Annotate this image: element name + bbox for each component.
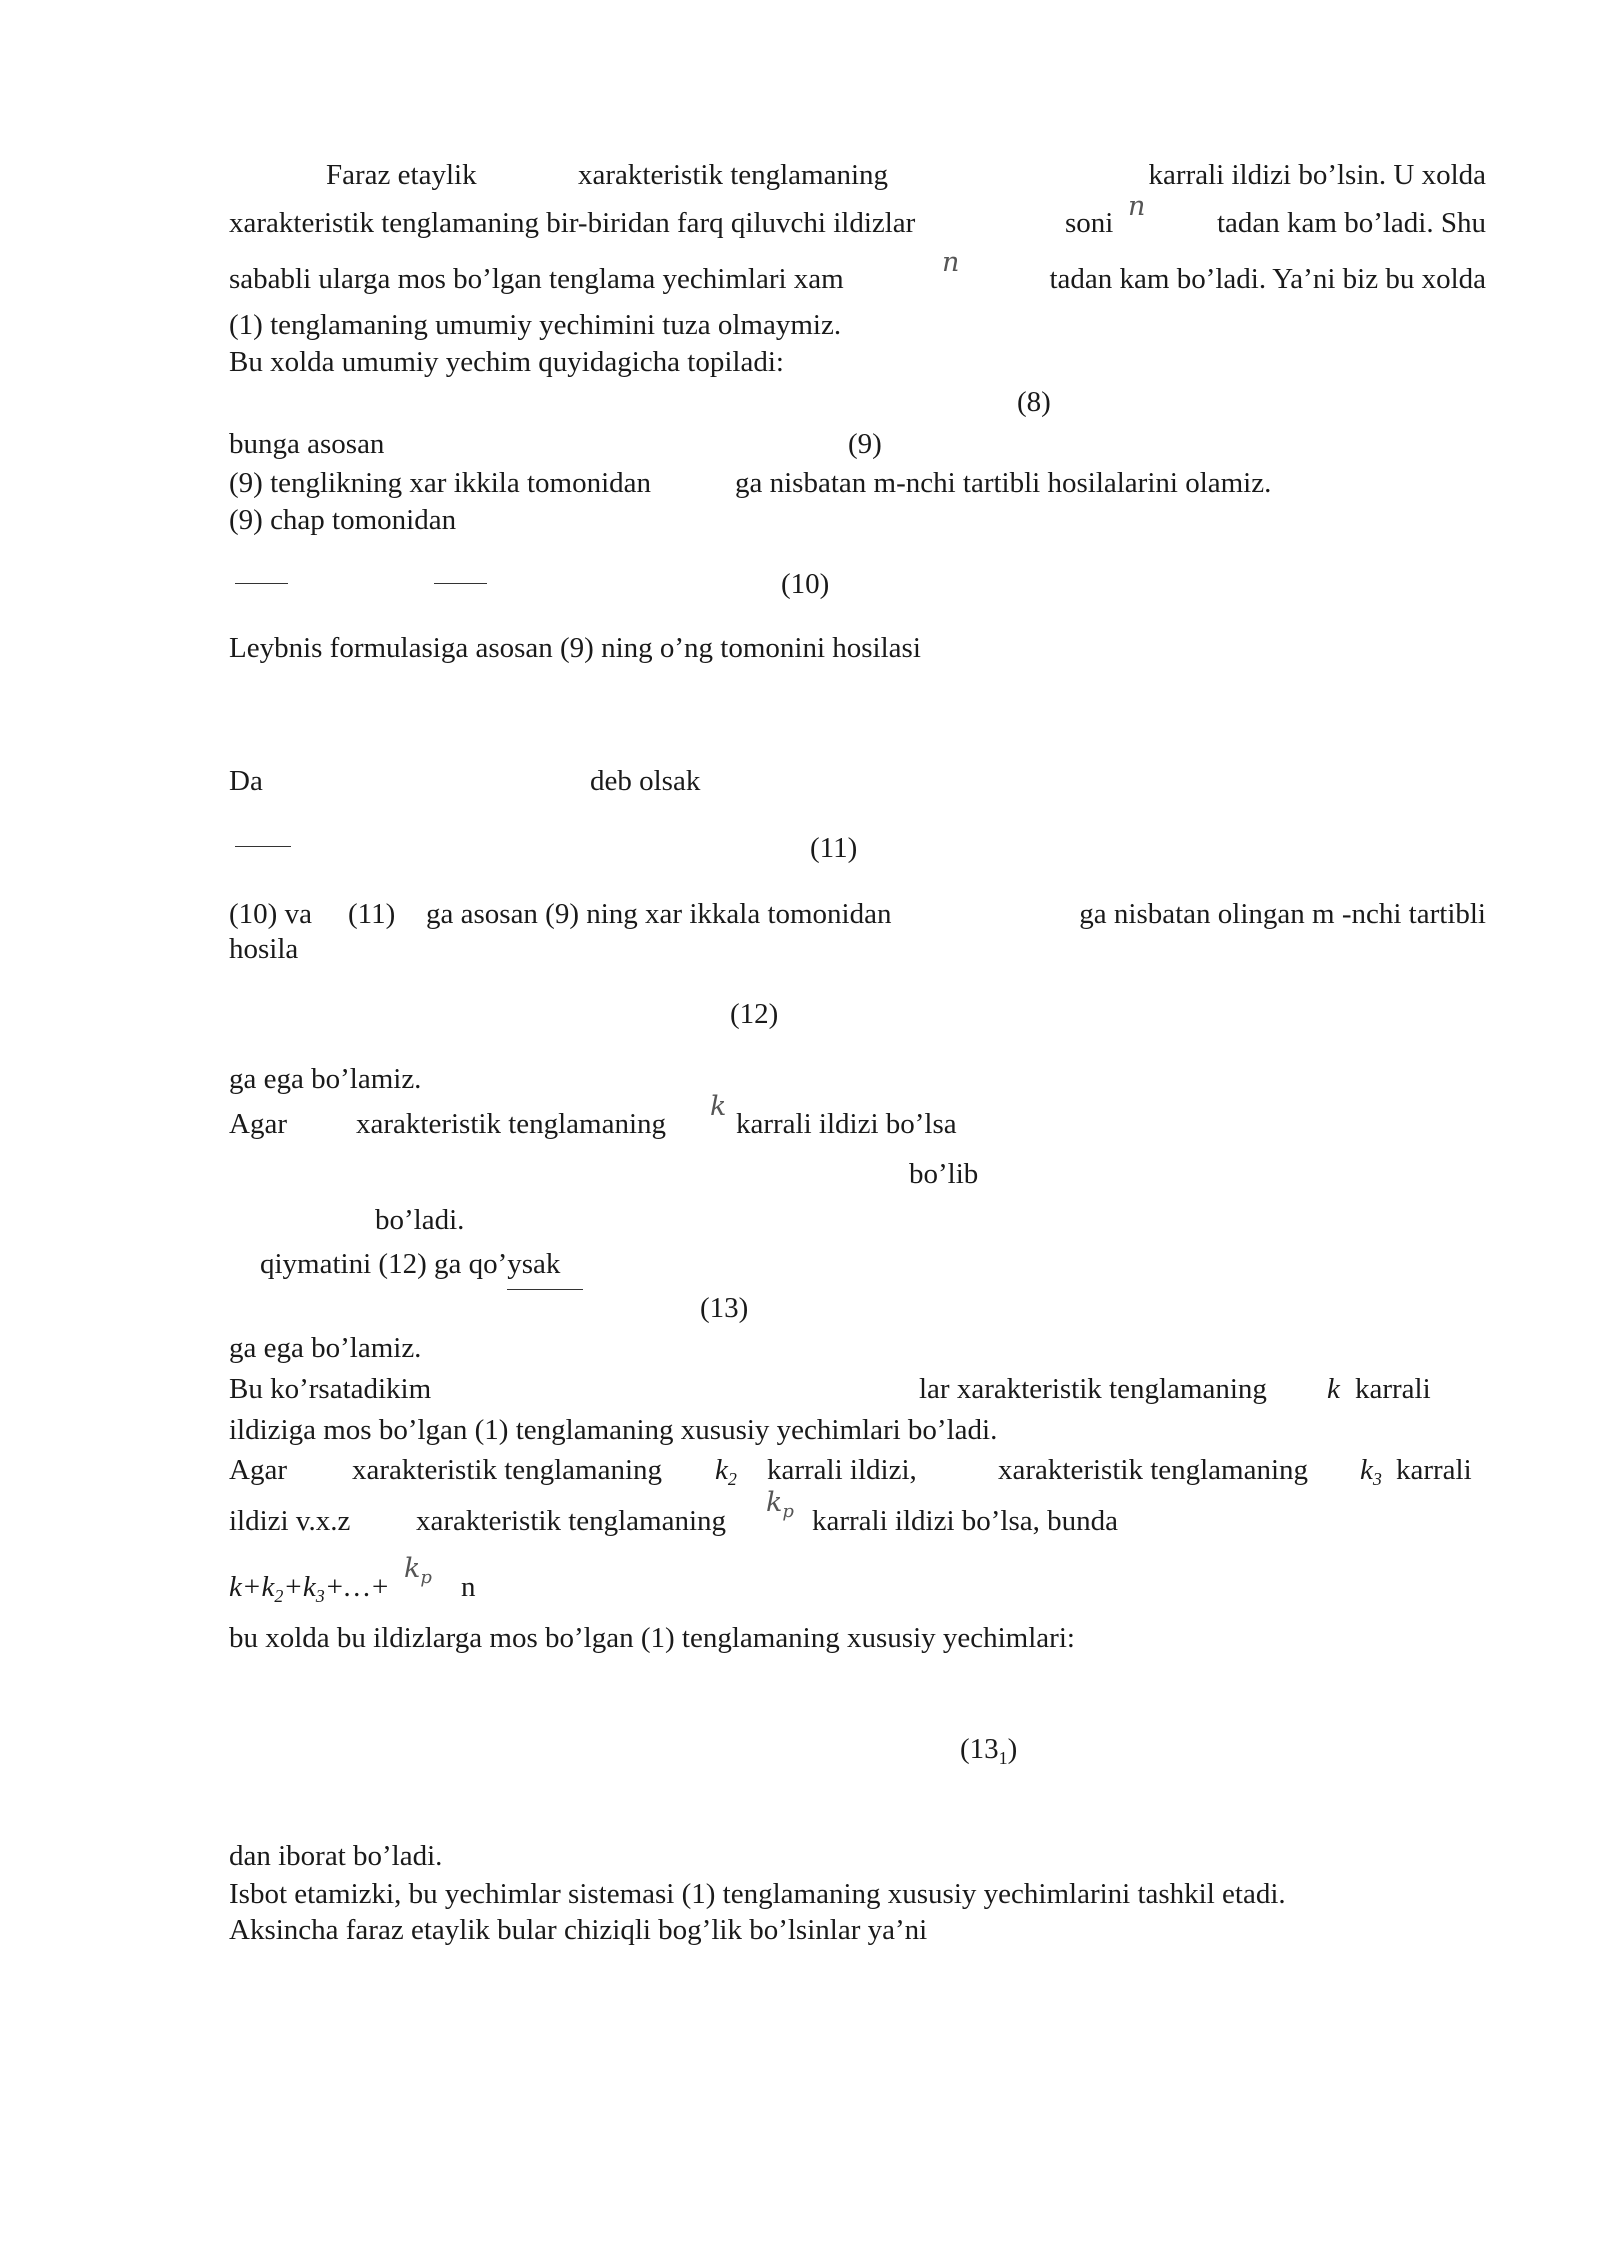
equation-number-8: (8) (1017, 386, 1051, 418)
text-line14-c: karrali ildizi bo’lsa (736, 1108, 957, 1140)
text-line9: Leybnis formulasiga asosan (9) ning o’ng tomonini hosilasi (229, 632, 921, 664)
text-line4: (1) tenglamaning umumiy yechimini tuza olmaymiz. (229, 309, 842, 341)
equation-number-12: (12) (730, 998, 779, 1030)
text-line2-a: xarakteristik tenglamaning bir-biridan farq qiluvchi ildizlar (229, 207, 916, 239)
text-deb-olsak: deb olsak (590, 765, 701, 797)
math-k-symbol: k (710, 1091, 727, 1122)
text-line3-a: sababli ularga mos bo’lgan tenglama yechimlari xam (229, 263, 844, 295)
equation-number-13: (13) (700, 1292, 749, 1324)
text-da: Da (229, 765, 263, 797)
text-line7-b: ga nisbatan m-nchi tartibli hosilalarini olamiz. (735, 467, 1272, 499)
text-bunga-asosan: bunga asosan (229, 428, 385, 460)
equation-number-9: (9) (848, 428, 882, 460)
text-line20: ildiziga mos bo’lgan (1) tenglamaning xususiy yechimlari bo’ladi. (229, 1414, 998, 1446)
text-line22-c: karrali ildizi bo’lsa, bunda (812, 1505, 1119, 1537)
text-line11-d: ga nisbatan olingan m -nchi tartibli (1079, 898, 1486, 930)
equation-number-11: (11) (810, 832, 858, 864)
text-line11-a: (10) va (229, 898, 312, 930)
fraction-bar (235, 846, 291, 847)
text-line27: Aksincha faraz etaylik bular chiziqli bog’lik bo’lsinlar ya’ni (229, 1914, 928, 1946)
math-kp-symbol: $k_p$ (766, 1487, 794, 1522)
text-line2-c: tadan kam bo’ladi. Shu (1216, 207, 1486, 239)
text-line18: ga ega bo’lamiz. (229, 1332, 422, 1364)
text-line21-b: xarakteristik tenglamaning (352, 1454, 663, 1486)
text-line19-b: lar xarakteristik tenglamaning (919, 1373, 1267, 1405)
text-faraz: Faraz etaylik (326, 159, 477, 191)
text-line22-a: ildizi v.x.z (229, 1505, 351, 1537)
math-k-symbol: k (1327, 1373, 1340, 1405)
text-line11-b: (11) (348, 898, 396, 930)
fraction-bar (507, 1289, 583, 1290)
text-karrali: karrali ildizi bo’lsin. U xolda (1148, 159, 1486, 191)
equation-number-13-1: $(13_1)$ (960, 1733, 1018, 1768)
text-agar: Agar (229, 1108, 287, 1140)
math-n-symbol: n (1128, 191, 1146, 222)
text-line14-b: xarakteristik tenglamaning (356, 1108, 667, 1140)
text-line11-c: ga asosan (9) ning xar ikkala tomonidan (426, 898, 892, 930)
math-k2-symbol: $k_2$ (715, 1454, 737, 1489)
fraction-bar (434, 583, 487, 584)
text-xarakteristik: xarakteristik tenglamaning (578, 159, 889, 191)
text-line8: (9) chap tomonidan (229, 504, 457, 536)
text-line26: Isbot etamizki, bu yechimlar sistemasi (1) tenglamaning xususiy yechimlarini tashkil etadi. (229, 1878, 1286, 1910)
text-line7-a: (9) tenglikning xar ikkila tomonidan (229, 467, 652, 499)
text-line25: dan iborat bo’ladi. (229, 1840, 443, 1872)
text-line21-c: karrali ildizi, (767, 1454, 917, 1486)
text-line21-d: xarakteristik tenglamaning (998, 1454, 1309, 1486)
text-line21-e: karrali (1396, 1454, 1472, 1486)
text-boladi: bo’ladi. (375, 1204, 465, 1236)
math-kp-symbol: $k_p$ (404, 1553, 432, 1588)
text-line22-b: xarakteristik tenglamaning (416, 1505, 727, 1537)
text-line13: ga ega bo’lamiz. (229, 1063, 422, 1095)
text-line24: bu xolda bu ildizlarga mos bo’lgan (1) tenglamaning xususiy yechimlari: (229, 1622, 1075, 1654)
math-sum-expression: $k+k_2+k_3+\dots+$ (229, 1571, 390, 1606)
text-line2-soni: soni (1065, 207, 1114, 239)
equation-number-10: (10) (781, 568, 830, 600)
math-k3-symbol: $k_3$ (1360, 1454, 1382, 1489)
text-qiymatini: qiymatini (12) ga qo’ysak (260, 1248, 561, 1280)
text-line19-c: karrali (1355, 1373, 1431, 1405)
text-line3-b: tadan kam bo’ladi. Ya’ni biz bu xolda (1049, 263, 1486, 295)
text-agar: Agar (229, 1454, 287, 1486)
math-n-symbol: n (461, 1571, 476, 1603)
text-line19-a: Bu ko’rsatadikim (229, 1373, 432, 1405)
fraction-bar (235, 583, 288, 584)
math-n-symbol: n (942, 247, 960, 278)
text-bolib: bo’lib (909, 1158, 979, 1190)
text-line5: Bu xolda umumiy yechim quyidagicha topiladi: (229, 346, 784, 378)
text-line12: hosila (229, 933, 299, 965)
